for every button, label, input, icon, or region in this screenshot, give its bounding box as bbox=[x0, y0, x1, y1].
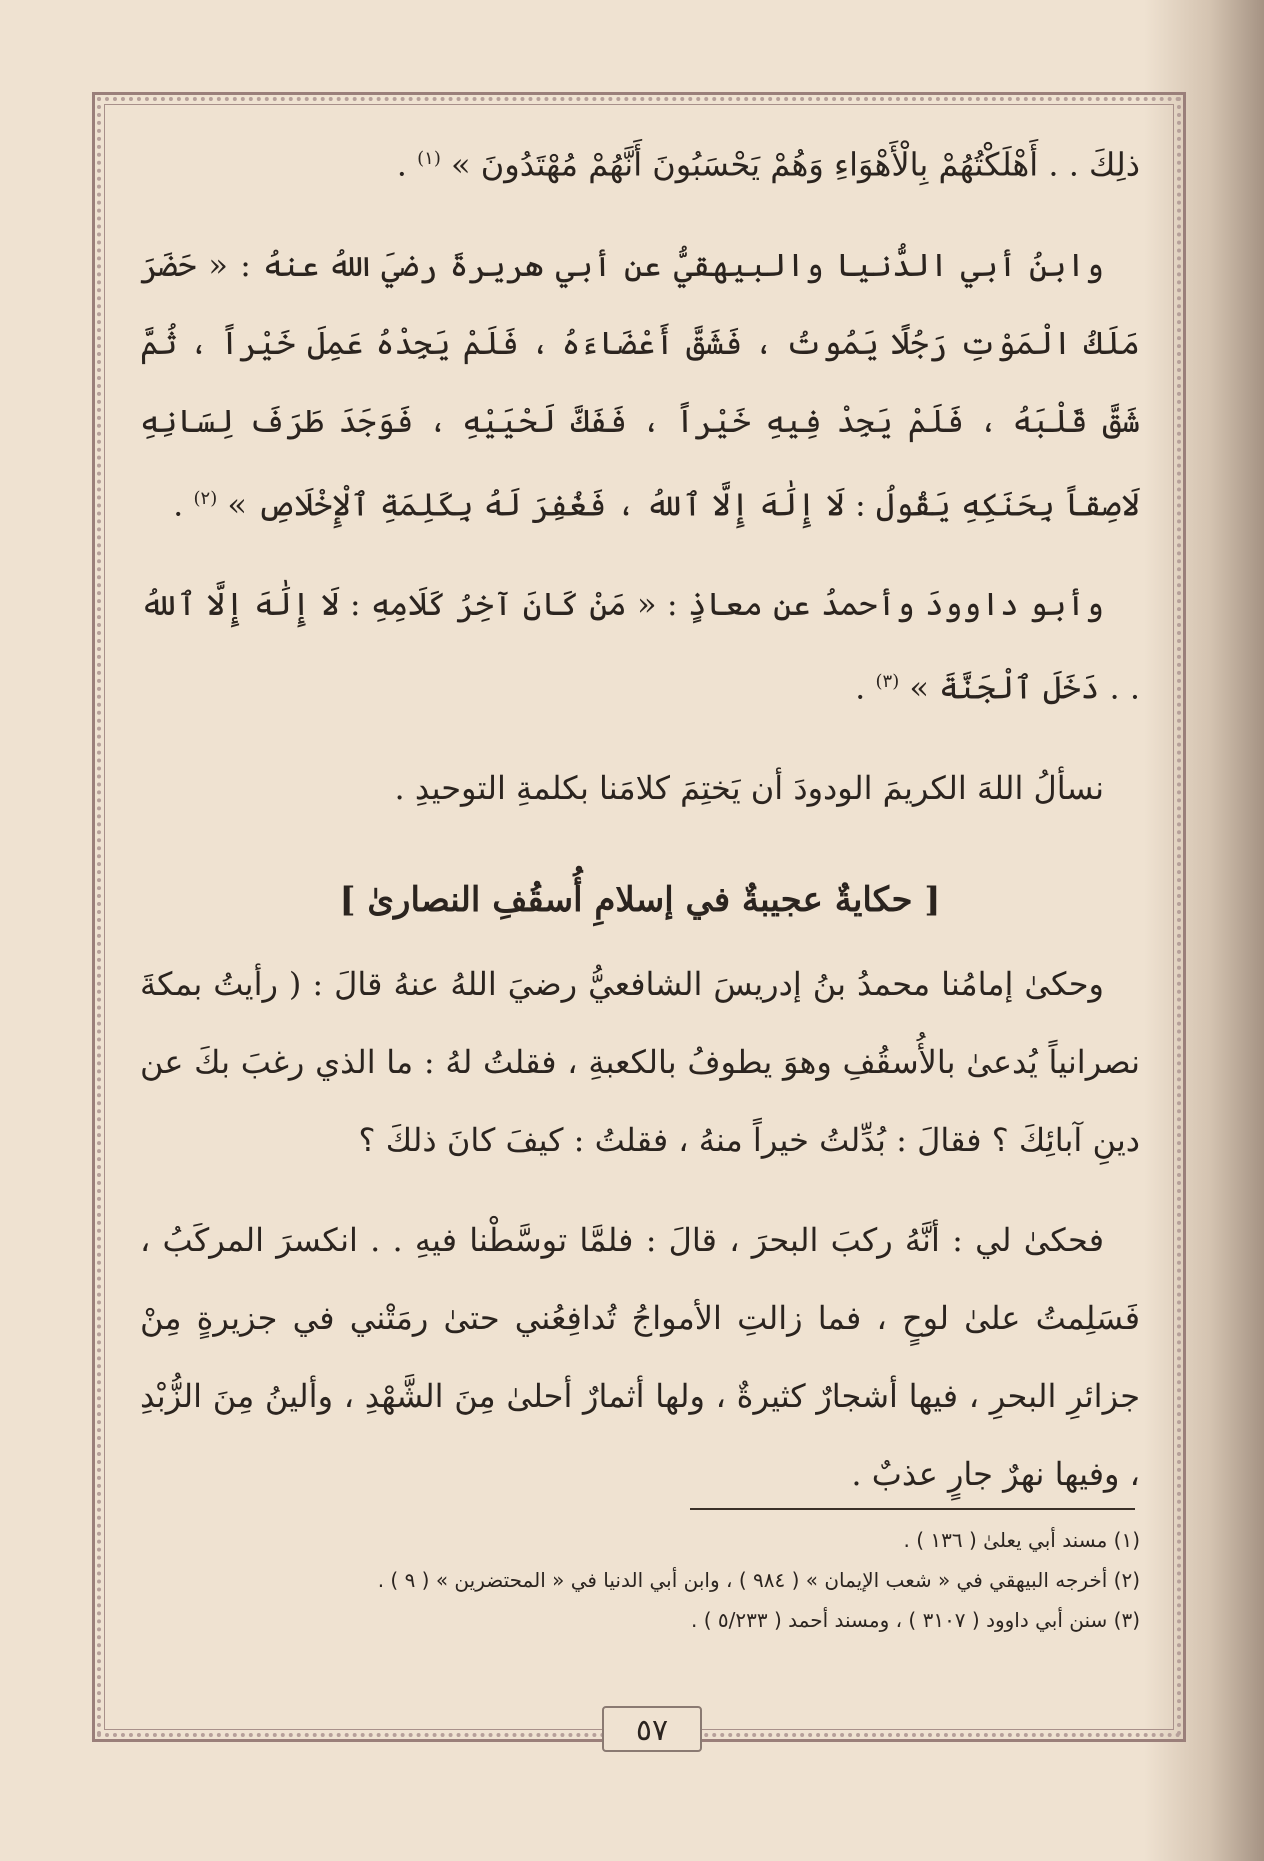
page-number: ٥٧ bbox=[602, 1706, 702, 1752]
footnote-ref-3: (٣) bbox=[875, 671, 900, 693]
footnotes bbox=[140, 1520, 1140, 1640]
paragraph-2: وابنُ أبي الدُّنيا والبيهقيُّ عن أبي هريرةَ رضيَ اللهُ عنهُ : « حَضَرَ مَلَكُ الْمَوْتِ رَجُلًا يَمُوتُ ، فَشَقَّ أَعْضَاءَهُ ، فَلَمْ يَجِدْهُ عَمِلَ خَيْراً ، ثُمَّ شَقَّ قَلْبَهُ ، فَلَمْ يَجِدْ فِيهِ خَيْراً ، فَفَكَّ لَحْيَيْهِ ، فَوَجَدَ طَرَفَ لِسَانِهِ لَاصِقاً بِحَنَكِهِ يَقُولُ : لَا إِلَٰهَ إِلَّا ٱللهُ ، فَغُفِرَ لَهُ بِكَلِمَةِ ٱلْإِخْلَاصِ » $^{(٢)}$ . bbox=[140, 245, 1140, 524]
footnote-1: (١) مسند أبي يعلىٰ ( ١٣٦ ) . bbox=[903, 1528, 1140, 1552]
footnote-2: (٢) أخرجه البيهقي في « شعب الإيمان » ( ٩٨٤ ) ، وابن أبي الدنيا في « المحتضرين » ( ٩ ) . bbox=[377, 1568, 1140, 1592]
paragraph-3: وأبو داوودَ وأحمدُ عن معاذٍ : « مَنْ كَانَ آخِرُ كَلَامِهِ : لَا إِلَٰهَ إِلَّا ٱللهُ . . دَخَلَ ٱلْجَنَّةَ » $^{(٣)}$ . bbox=[140, 585, 1140, 707]
paragraph-1-text: ذلِكَ . . أَهْلَكْتُهُمْ بِالْأَهْوَاءِ وَهُمْ يَحْسَبُونَ أَنَّهُمْ مُهْتَدُونَ » bbox=[451, 145, 1140, 184]
paragraph-5: وحكىٰ إمامُنا محمدُ بنُ إدريسَ الشافعيُّ رضيَ اللهُ عنهُ قالَ : ( رأيتُ بمكةَ نصرانياً يُدعىٰ بالأُسقُفِ وهوَ يطوفُ بالكعبةِ ، فقلتُ لهُ : ما الذي رغبَ بكَ عن دينِ آبائِكَ ؟ فقالَ : بُدِّلتُ خيراً منهُ ، فقلتُ : كيفَ كانَ ذلكَ ؟ bbox=[140, 964, 1141, 1159]
main-text bbox=[140, 120, 1140, 1535]
paragraph-4: نسألُ اللهَ الكريمَ الودودَ أن يَختِمَ كلامَنا بكلمةِ التوحيدِ . bbox=[394, 768, 1104, 807]
section-heading: [ حكايةٌ عجيبةٌ في إسلامِ أُسقُفِ النصارىٰ ] bbox=[339, 879, 941, 920]
footnote-ref-1: (١) bbox=[417, 148, 441, 169]
paragraph-6: فحكىٰ لي : أنَّهُ ركبَ البحرَ ، قالَ : فلمَّا توسَّطْنا فيهِ . . انكسرَ المركَبُ ، فَسَلِمتُ علىٰ لوحٍ ، فما زالتِ الأمواجُ تُدافِعُني حتىٰ رمَتْني في جزيرةٍ مِنْ جزائرِ البحرِ ، فيها أشجارٌ كثيرةٌ ، ولها أثمارٌ أحلىٰ مِنَ الشَّهْدِ ، وألينُ مِنَ الزُّبْدِ ، وفيها نهرٌ جارٍ عذبٌ . bbox=[140, 1220, 1140, 1493]
footnote-separator bbox=[690, 1508, 1135, 1510]
paragraph-3-text: وأبو داوودَ وأحمدُ عن معاذٍ : « مَنْ كَانَ آخِرُ كَلَامِهِ : لَا إِلَٰهَ إِلَّا ٱللهُ . . دَخَلَ ٱلْجَنَّةَ » bbox=[140, 585, 1140, 707]
footnote-ref-2: (٢) bbox=[193, 487, 218, 509]
footnote-3: (٣) سنن أبي داوود ( ٣١٠٧ ) ، ومسند أحمد ( ٥/٢٣٣ ) . bbox=[691, 1608, 1140, 1632]
paragraph-1: ذلِكَ . . أَهْلَكْتُهُمْ بِالْأَهْوَاءِ وَهُمْ يَحْسَبُونَ أَنَّهُمْ مُهْتَدُونَ » $^{(١)}$ . bbox=[396, 145, 1140, 184]
paragraph-2-text: وابنُ أبي الدُّنيا والبيهقيُّ عن أبي هريرةَ رضيَ اللهُ عنهُ : « حَضَرَ مَلَكُ الْمَوْتِ رَجُلًا يَمُوتُ ، فَشَقَّ أَعْضَاءَهُ ، فَلَمْ يَجِدْهُ عَمِلَ خَيْراً ، ثُمَّ شَقَّ قَلْبَهُ ، فَلَمْ يَجِدْ فِيهِ خَيْراً ، فَفَكَّ لَحْيَيْهِ ، فَوَجَدَ طَرَفَ لِسَانِهِ لَاصِقاً بِحَنَكِهِ يَقُولُ : لَا إِلَٰهَ إِلَّا ٱللهُ ، فَغُفِرَ لَهُ بِكَلِمَةِ ٱلْإِخْلَاصِ » bbox=[140, 245, 1140, 524]
